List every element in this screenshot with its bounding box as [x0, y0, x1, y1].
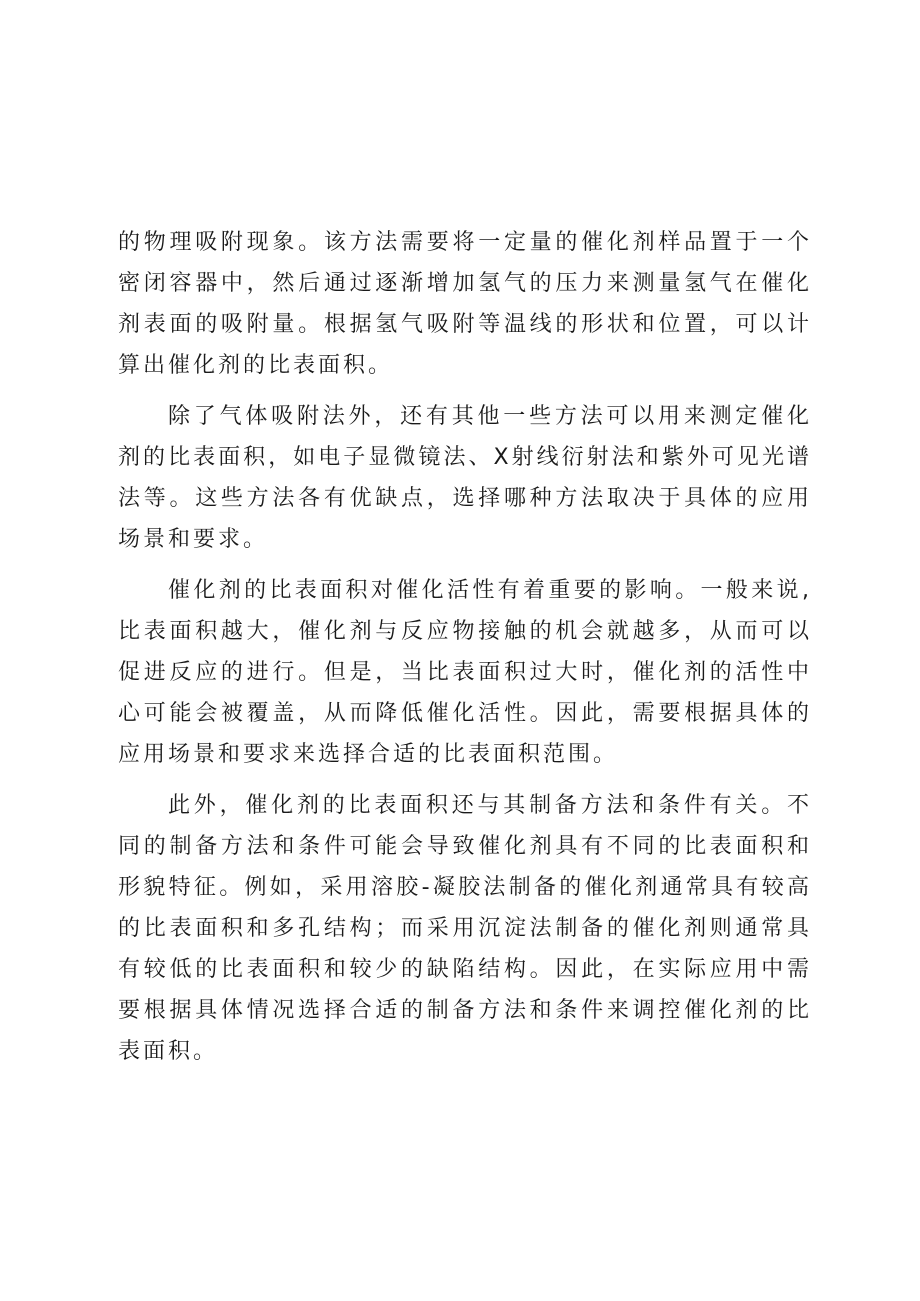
document-body	[118, 222, 812, 1082]
paragraph: 催化剂的比表面积对催化活性有着重要的影响。一般来说,比表面积越大，催化剂与反应物接触的机会就越多，从而可以促进反应的进行。但是，当比表面积过大时，催化剂的活性中心可能会被覆盖，从而降低催化活性。因此，需要根据具体的应用场景和要求来选择合适的比表面积范围。	[118, 578, 812, 767]
paragraph: 此外，催化剂的比表面积还与其制备方法和条件有关。不同的制备方法和条件可能会导致催化剂具有不同的比表面积和形貌特征。例如，采用溶胶-凝胶法制备的催化剂通常具有较高的比表面积和多孔结构；而采用沉淀法制备的催化剂则通常具有较低的比表面积和较少的缺陷结构。因此，在实际应用中需要根据具体情况选择合适的制备方法和条件来调控催化剂的比表面积。	[118, 793, 812, 1064]
paragraph-continued: 的物理吸附现象。该方法需要将一定量的催化剂样品置于一个密闭容器中，然后通过逐渐增加氢气的压力来测量氢气在催化剂表面的吸附量。根据氢气吸附等温线的形状和位置，可以计算出催化剂的比表面积。	[118, 230, 812, 378]
paragraph: 除了气体吸附法外，还有其他一些方法可以用来测定催化剂的比表面积，如电子显微镜法、X射线衍射法和紫外可见光谱法等。这些方法各有优缺点，选择哪种方法取决于具体的应用场景和要求。	[118, 404, 812, 552]
